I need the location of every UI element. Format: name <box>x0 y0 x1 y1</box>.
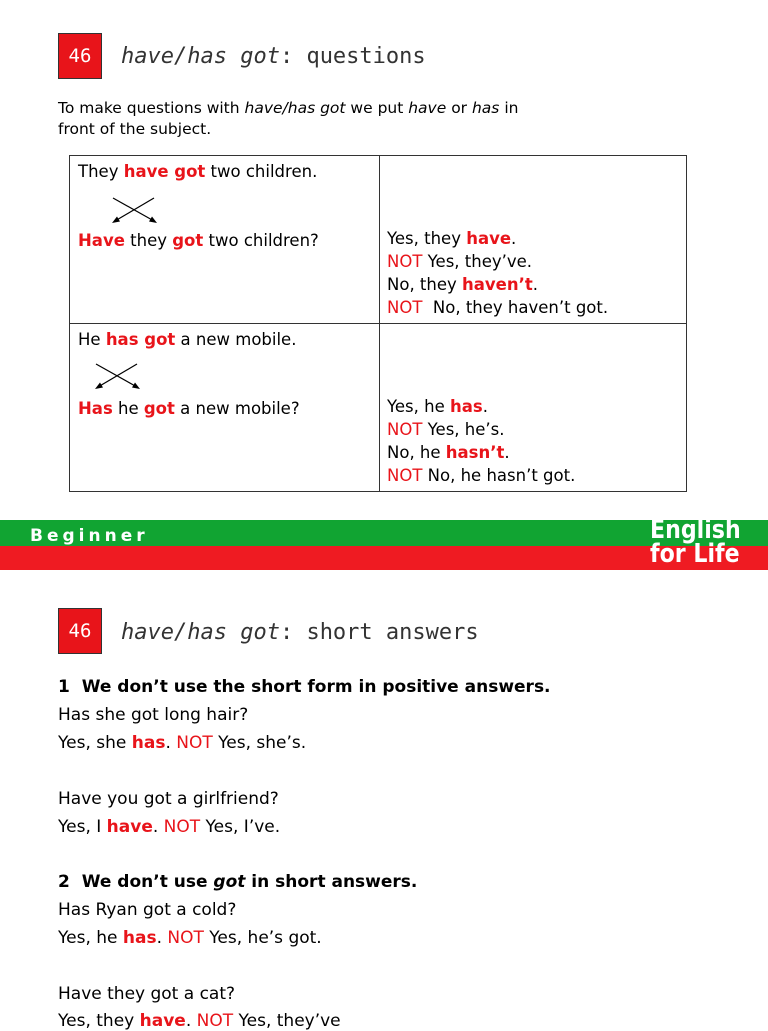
answer-line <box>387 275 538 294</box>
text: they <box>124 231 173 250</box>
text: two children. <box>205 162 318 181</box>
swap-arrows-icon <box>93 360 143 392</box>
example-line <box>58 900 236 920</box>
statement-line <box>78 162 317 181</box>
rule-text: in short answers. <box>245 872 418 892</box>
example-line <box>58 705 248 725</box>
answer-line <box>387 443 510 462</box>
example-line <box>58 984 235 1004</box>
text: . <box>511 229 517 248</box>
text: Yes, I <box>58 817 107 837</box>
answer-line <box>387 466 575 485</box>
question-line <box>78 231 319 250</box>
intro-term: have <box>408 99 447 117</box>
not-label: NOT <box>387 298 423 317</box>
highlight: haven’t <box>462 275 533 294</box>
highlight: hasn’t <box>445 443 505 462</box>
page-banner <box>0 515 768 570</box>
section-title-italic: have/has got <box>121 620 280 645</box>
statement-line <box>78 330 296 349</box>
section-number-badge: 46 <box>58 33 102 79</box>
rule-heading <box>58 677 551 697</box>
text: . <box>504 443 510 462</box>
not-label: NOT <box>163 817 201 837</box>
answer-line <box>387 252 532 271</box>
not-label: NOT <box>167 928 204 948</box>
text: Has she got long hair? <box>58 705 249 725</box>
highlight: have got <box>123 162 206 181</box>
section-title-rest: : short answers <box>279 620 479 645</box>
question-line <box>78 399 300 418</box>
text: Have you got a girlfriend? <box>58 789 279 809</box>
text: he <box>112 399 144 418</box>
section-title-italic: have/has got <box>121 44 280 69</box>
rule-term: got <box>213 872 246 892</box>
not-label: NOT <box>387 466 423 485</box>
example-line <box>58 1011 341 1031</box>
text: Yes, they <box>387 229 467 248</box>
table-row <box>70 156 687 324</box>
text: Yes, she <box>58 733 132 753</box>
text: Yes, I’ve. <box>200 817 281 837</box>
logo-line: for Life <box>650 539 740 569</box>
text: a new mobile. <box>175 330 297 349</box>
section-title-rest: : questions <box>279 44 426 69</box>
text: Yes, they’ve. <box>422 252 533 271</box>
rule-number: 2 <box>58 872 70 892</box>
highlight: Has <box>78 399 113 418</box>
example-line <box>58 928 322 948</box>
answers-cell <box>380 324 687 492</box>
answers-cell <box>380 156 687 324</box>
answer-line <box>387 397 488 416</box>
highlight: Have <box>78 231 125 250</box>
rule-text: We don’t use <box>81 872 214 892</box>
section-title <box>121 44 426 69</box>
text: No, they haven’t got. <box>422 298 609 317</box>
intro-text: we put <box>345 99 409 117</box>
english-for-life-logo <box>650 515 741 569</box>
text: Yes, he’s got. <box>203 928 322 948</box>
text: Yes, they’ve <box>233 1011 341 1031</box>
intro-text: or <box>446 99 472 117</box>
highlight: has got <box>105 330 176 349</box>
text: . <box>165 733 177 753</box>
answer-line <box>387 229 516 248</box>
intro-text: To make questions with <box>58 99 245 117</box>
section-title <box>121 620 479 645</box>
not-label: NOT <box>176 733 213 753</box>
highlight: has <box>122 928 157 948</box>
text: Have they got a cat? <box>58 984 236 1004</box>
rule-heading <box>58 872 417 892</box>
answer-line <box>387 420 505 439</box>
not-label: NOT <box>387 252 423 271</box>
text: a new mobile? <box>174 399 300 418</box>
grammar-table <box>69 155 687 492</box>
text: No, he hasn’t got. <box>422 466 576 485</box>
example-line <box>58 789 279 809</box>
highlight: has <box>449 397 483 416</box>
text: . <box>185 1011 197 1031</box>
rule-number: 1 <box>58 677 70 697</box>
text: . <box>156 928 168 948</box>
text: He <box>78 330 106 349</box>
not-label: NOT <box>196 1011 234 1031</box>
text: . <box>152 817 164 837</box>
highlight: has <box>131 733 166 753</box>
intro-text: in <box>499 99 519 117</box>
rule-text: We don’t use the short form in positive answers. <box>81 677 551 697</box>
text: Yes, they <box>58 1011 140 1031</box>
level-label: Beginner <box>30 526 149 546</box>
text: Yes, she’s. <box>212 733 307 753</box>
text: No, they <box>387 275 463 294</box>
text: Yes, he <box>58 928 123 948</box>
highlight: have <box>106 817 153 837</box>
text: two children? <box>203 231 319 250</box>
swap-arrows-icon <box>110 194 160 226</box>
statement-cell <box>70 324 380 492</box>
example-line <box>58 733 306 753</box>
text: Yes, he’s. <box>422 420 505 439</box>
statement-cell <box>70 156 380 324</box>
not-label: NOT <box>387 420 423 439</box>
highlight: have <box>139 1011 186 1031</box>
logo-line: English <box>650 515 741 545</box>
text: Yes, he <box>387 397 450 416</box>
text: . <box>532 275 538 294</box>
highlight: got <box>143 399 175 418</box>
text: . <box>482 397 488 416</box>
intro-term: has <box>471 99 500 117</box>
text: No, he <box>387 443 446 462</box>
highlight: got <box>172 231 204 250</box>
highlight: have <box>466 229 512 248</box>
section-number-badge: 46 <box>58 608 102 654</box>
text: They <box>78 162 124 181</box>
answer-line <box>387 298 608 317</box>
intro-paragraph <box>58 98 618 140</box>
table-row <box>70 324 687 492</box>
intro-term: have/has got <box>244 99 346 117</box>
text: Has Ryan got a cold? <box>58 900 237 920</box>
intro-text: front of the subject. <box>58 120 212 138</box>
example-line <box>58 817 280 837</box>
